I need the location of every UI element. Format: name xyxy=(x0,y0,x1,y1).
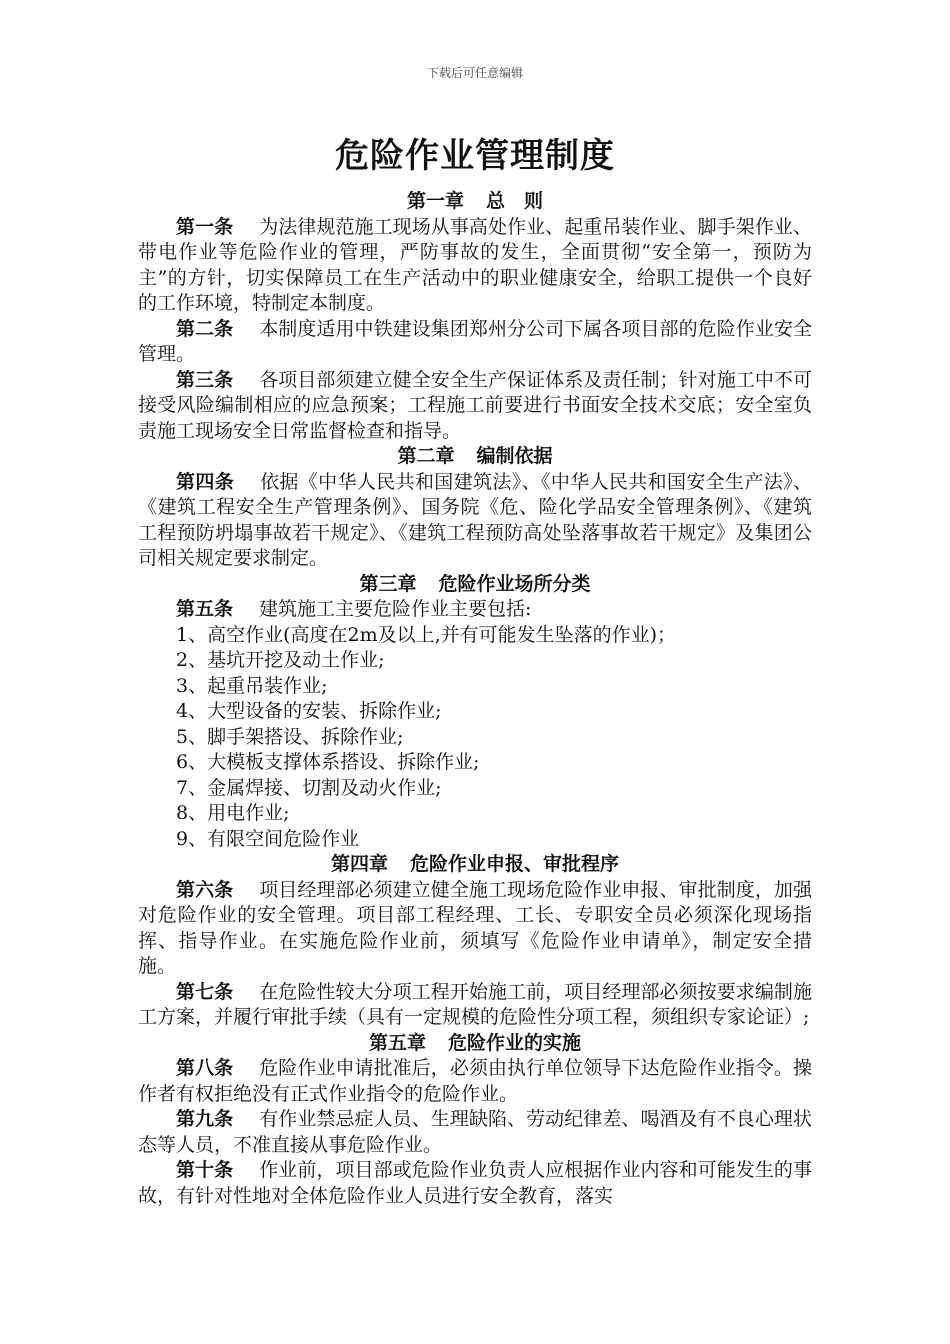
list-item: 2、基坑开挖及动土作业; xyxy=(176,649,385,671)
article-label: 第一条 xyxy=(176,215,234,238)
article-10 xyxy=(138,1158,812,1209)
document-title: 危险作业管理制度 xyxy=(335,136,615,176)
article-text: 在危险性较大分项工程开始施工前，项目经理部必须按要求编制施工方案，并履行审批手续（具有一定规模的危险性分项工程，须组织专家论证）; xyxy=(138,980,812,1028)
list-item: 5、脚手架搭设、拆除作业; xyxy=(176,725,404,748)
article-5 xyxy=(138,597,812,623)
article-label: 第六条 xyxy=(176,878,234,901)
list-item: 8、用电作业; xyxy=(176,802,290,824)
article-4 xyxy=(138,470,812,572)
article-label: 第四条 xyxy=(176,470,235,493)
article-text: 本制度适用中铁建设集团郑州分公司下属各项目部的危险作业安全管理。 xyxy=(138,317,812,365)
article-text: 危险作业申请批准后，必须由执行单位领导下达危险作业指令。操作者有权拒绝没有正式作业指令的危险作业。 xyxy=(138,1057,812,1105)
article-label: 第八条 xyxy=(176,1057,234,1079)
article-text: 有作业禁忌症人员、生理缺陷、劳动纪律差、喝酒及有不良心理状态等人员，不准直接从事危险作业。 xyxy=(138,1108,812,1156)
header-note: 下载后可任意编辑 xyxy=(426,66,523,80)
article-text: 项目经理部必须建立健全施工现场危险作业申报、审批制度，加强对危险作业的安全管理。项目部工程经理、工长、专职安全员必须深化现场指挥、指导作业。在实施危险作业前，须填写《危险作业申请单》，制定安全措施。 xyxy=(138,878,812,977)
article-text: 依据《中华人民共和国建筑法》、《中华人民共和国安全生产法》、《建筑工程安全生产管理条例》、国务院《危、险化学品安全管理条例》、《建筑工程预防坍塌事故若干规定》、《建筑工程预防高处坠落事故若干规定》及集团公司相关规定要求制定。 xyxy=(138,470,812,569)
list-item: 6、大模板支撑体系搭设、拆除作业; xyxy=(176,751,480,773)
chapter-title: 危险作业的实施 xyxy=(448,1031,582,1054)
chapter-number: 第一章 xyxy=(406,190,464,212)
article-label: 第二条 xyxy=(176,317,234,340)
article-9 xyxy=(138,1107,812,1158)
chapter-heading-1 xyxy=(138,189,812,215)
article-7 xyxy=(138,980,812,1031)
chapter-title: 危险作业场所分类 xyxy=(438,572,591,595)
list-item: 3、起重吊装作业; xyxy=(176,674,328,697)
article-text: 为法律规范施工现场从事高处作业、起重吊装作业、脚手架作业、带电作业等危险作业的管理，严防事故的发生，全面贯彻“安全第一，预防为主”的方针，切实保障员工在生产活动中的职业健康安全，给职工提供一个良好的工作环境，特制定本制度。 xyxy=(138,215,812,314)
article-label: 第三条 xyxy=(176,368,234,391)
article-label: 第十条 xyxy=(176,1159,234,1181)
list-item: 4、大型设备的安装、拆除作业; xyxy=(176,700,442,722)
list-item: 9、有限空间危险作业 xyxy=(176,827,360,850)
chapter-number: 第二章 xyxy=(397,445,455,467)
article-label: 第五条 xyxy=(176,598,234,620)
article-label: 第七条 xyxy=(176,980,234,1003)
chapter-number: 第三章 xyxy=(359,572,417,595)
chapter-title: 编制依据 xyxy=(476,445,553,467)
chapter-heading-3 xyxy=(138,572,812,598)
list-item: 7、金属焊接、切割及动火作业; xyxy=(176,776,442,799)
article-label: 第九条 xyxy=(176,1108,234,1130)
article-2 xyxy=(138,317,812,368)
chapter-heading-4 xyxy=(138,852,812,878)
chapter-number: 第五章 xyxy=(368,1031,426,1054)
chapter-heading-5 xyxy=(138,1031,812,1057)
article-text: 建筑施工主要危险作业主要包括: xyxy=(259,598,532,620)
article-3 xyxy=(138,368,812,445)
article-6 xyxy=(138,878,812,980)
article-text: 各项目部须建立健全安全生产保证体系及责任制；针对施工中不可接受风险编制相应的应急预案；工程施工前要进行书面安全技术交底；安全室负责施工现场安全日常监督检查和指导。 xyxy=(138,368,812,442)
list-item: 1、高空作业(高度在2m及以上,并有可能发生坠落的作业)； xyxy=(176,623,677,646)
chapter-number: 第四章 xyxy=(330,853,388,875)
chapter-heading-2 xyxy=(138,444,812,470)
article-1 xyxy=(138,215,812,317)
chapter-title: 总 则 xyxy=(486,190,544,212)
chapter-title: 危险作业申报、审批程序 xyxy=(410,853,620,875)
document-body xyxy=(138,189,812,1209)
article-8 xyxy=(138,1056,812,1107)
article-text: 作业前，项目部或危险作业负责人应根据作业内容和可能发生的事故，有针对性地对全体危险作业人员进行安全教育，落实 xyxy=(138,1159,812,1207)
